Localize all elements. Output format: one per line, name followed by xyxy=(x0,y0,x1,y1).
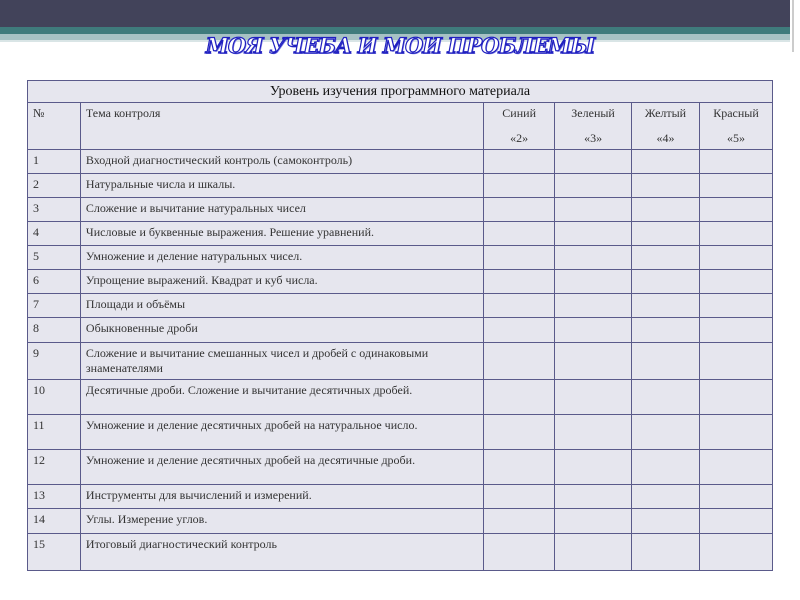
header-blue: Синий «2» xyxy=(484,103,555,150)
grade-cell[interactable] xyxy=(555,318,632,343)
table-row xyxy=(28,509,773,534)
grade-cell[interactable] xyxy=(484,174,555,198)
row-number: 6 xyxy=(28,270,81,294)
row-number: 4 xyxy=(28,222,81,246)
row-number: 3 xyxy=(28,198,81,222)
row-number: 11 xyxy=(28,415,81,450)
grade-cell[interactable] xyxy=(555,450,632,485)
table-row xyxy=(28,485,773,509)
grade-cell[interactable] xyxy=(555,294,632,318)
row-topic: Площади и объёмы xyxy=(80,294,483,318)
table-row xyxy=(28,270,773,294)
grade-cell[interactable] xyxy=(555,174,632,198)
header-yellow: Желтый «4» xyxy=(632,103,700,150)
grade-cell[interactable] xyxy=(632,343,700,380)
grade-cell[interactable] xyxy=(484,150,555,174)
grade-cell[interactable] xyxy=(700,485,773,509)
row-topic: Обыкновенные дроби xyxy=(80,318,483,343)
table-row xyxy=(28,318,773,343)
row-topic: Сложение и вычитание натуральных чисел xyxy=(80,198,483,222)
grade-cell[interactable] xyxy=(484,318,555,343)
grade-cell[interactable] xyxy=(632,174,700,198)
grade-cell[interactable] xyxy=(555,509,632,534)
grade-cell[interactable] xyxy=(632,222,700,246)
grade-cell[interactable] xyxy=(484,198,555,222)
grade-cell[interactable] xyxy=(555,485,632,509)
grade-cell[interactable] xyxy=(484,343,555,380)
grade-cell[interactable] xyxy=(555,415,632,450)
grade-cell[interactable] xyxy=(632,198,700,222)
grade-cell[interactable] xyxy=(555,246,632,270)
grade-cell[interactable] xyxy=(700,294,773,318)
grade-cell[interactable] xyxy=(555,534,632,571)
grade-cell[interactable] xyxy=(484,294,555,318)
grade-cell[interactable] xyxy=(632,534,700,571)
grade-cell[interactable] xyxy=(632,150,700,174)
grade-cell[interactable] xyxy=(700,450,773,485)
row-topic: Умножение и деление десятичных дробей на натуральное число. xyxy=(80,415,483,450)
grade-cell[interactable] xyxy=(632,270,700,294)
row-topic: Умножение и деление натуральных чисел. xyxy=(80,246,483,270)
row-topic: Входной диагностический контроль (самоконтроль) xyxy=(80,150,483,174)
grade-cell[interactable] xyxy=(700,534,773,571)
row-number: 2 xyxy=(28,174,81,198)
row-topic: Итоговый диагностический контроль xyxy=(80,534,483,571)
table-row xyxy=(28,174,773,198)
table-row xyxy=(28,294,773,318)
grade-cell[interactable] xyxy=(632,415,700,450)
grade-cell[interactable] xyxy=(700,415,773,450)
row-number: 14 xyxy=(28,509,81,534)
table-row xyxy=(28,343,773,380)
row-topic: Натуральные числа и шкалы. xyxy=(80,174,483,198)
table-row xyxy=(28,198,773,222)
grade-cell[interactable] xyxy=(700,150,773,174)
row-topic: Десятичные дроби. Сложение и вычитание десятичных дробей. xyxy=(80,380,483,415)
grade-cell[interactable] xyxy=(700,246,773,270)
row-topic: Сложение и вычитание смешанных чисел и дробей с одинаковыми знаменателями xyxy=(80,343,483,380)
row-number: 7 xyxy=(28,294,81,318)
grade-cell[interactable] xyxy=(700,270,773,294)
grade-cell[interactable] xyxy=(632,509,700,534)
grade-cell[interactable] xyxy=(555,343,632,380)
progress-table xyxy=(27,80,773,571)
grade-cell[interactable] xyxy=(555,198,632,222)
grade-cell[interactable] xyxy=(484,246,555,270)
grade-cell[interactable] xyxy=(484,485,555,509)
grade-cell[interactable] xyxy=(555,270,632,294)
grade-cell[interactable] xyxy=(484,270,555,294)
row-number: 9 xyxy=(28,343,81,380)
header-num: № xyxy=(28,103,81,150)
grade-cell[interactable] xyxy=(632,380,700,415)
header-topic: Тема контроля xyxy=(80,103,483,150)
top-bar xyxy=(0,0,790,27)
table-row xyxy=(28,222,773,246)
grade-cell[interactable] xyxy=(484,450,555,485)
grade-cell[interactable] xyxy=(700,343,773,380)
header-red: Красный «5» xyxy=(700,103,773,150)
row-number: 10 xyxy=(28,380,81,415)
grade-cell[interactable] xyxy=(555,380,632,415)
table-row xyxy=(28,150,773,174)
grade-cell[interactable] xyxy=(632,450,700,485)
grade-cell[interactable] xyxy=(700,222,773,246)
table-row xyxy=(28,380,773,415)
grade-cell[interactable] xyxy=(555,222,632,246)
grade-cell[interactable] xyxy=(632,294,700,318)
grade-cell[interactable] xyxy=(484,415,555,450)
grade-cell[interactable] xyxy=(484,534,555,571)
grade-cell[interactable] xyxy=(700,174,773,198)
row-topic: Числовые и буквенные выражения. Решение уравнений. xyxy=(80,222,483,246)
table-caption: Уровень изучения программного материала xyxy=(28,81,773,103)
row-number: 15 xyxy=(28,534,81,571)
row-topic: Умножение и деление десятичных дробей на десятичные дроби. xyxy=(80,450,483,485)
grade-cell[interactable] xyxy=(555,150,632,174)
grade-cell[interactable] xyxy=(484,380,555,415)
row-topic: Углы. Измерение углов. xyxy=(80,509,483,534)
grade-cell[interactable] xyxy=(700,198,773,222)
grade-cell[interactable] xyxy=(700,380,773,415)
row-topic: Упрощение выражений. Квадрат и куб числа. xyxy=(80,270,483,294)
header-green: Зеленый «3» xyxy=(555,103,632,150)
table-row xyxy=(28,415,773,450)
grade-cell[interactable] xyxy=(632,318,700,343)
table-row xyxy=(28,246,773,270)
row-number: 13 xyxy=(28,485,81,509)
grade-cell[interactable] xyxy=(632,246,700,270)
row-number: 12 xyxy=(28,450,81,485)
grade-cell[interactable] xyxy=(632,485,700,509)
grade-cell[interactable] xyxy=(700,318,773,343)
grade-cell[interactable] xyxy=(484,509,555,534)
row-topic: Инструменты для вычислений и измерений. xyxy=(80,485,483,509)
slide-title: МОЯ УЧЕБА И МОИ ПРОБЛЕМЫ xyxy=(205,33,595,58)
row-number: 1 xyxy=(28,150,81,174)
grade-cell[interactable] xyxy=(484,222,555,246)
table-row xyxy=(28,450,773,485)
grade-cell[interactable] xyxy=(700,509,773,534)
table-row xyxy=(28,534,773,571)
row-number: 5 xyxy=(28,246,81,270)
row-number: 8 xyxy=(28,318,81,343)
